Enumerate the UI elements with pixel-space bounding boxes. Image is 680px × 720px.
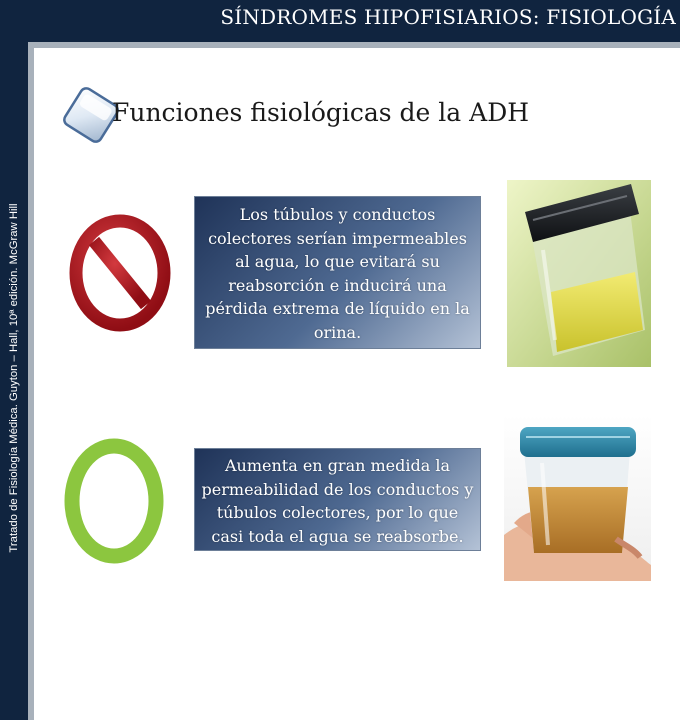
info-box-without-adh: Los túbulos y conductos colectores serían impermeables al agua, lo que evitará su reabsorción e inducirá una pérdida extrema de líquido en la orina.	[194, 196, 481, 349]
pale-urine-sample-cup-photo	[507, 180, 651, 367]
slide-frame	[28, 42, 680, 720]
info-box-with-adh: Aumenta en gran medida la permeabilidad de los conductos y túbulos colectores, por lo que casi toda el agua se reabsorbe.	[194, 448, 481, 551]
green-ring-icon	[62, 436, 166, 566]
concentrated-urine-sample-photo	[504, 415, 651, 581]
prohibited-icon	[68, 213, 172, 333]
header-band	[0, 0, 680, 42]
slide-title: Funciones fisiológicas de la ADH	[112, 98, 530, 127]
side-band	[0, 0, 28, 720]
header-title: SÍNDROMES HIPOFISIARIOS: FISIOLOGÍA	[220, 5, 676, 29]
source-credit: Tratado de Fisiología Médica. Guyton – Hall, 10ª edición. McGraw Hill	[8, 203, 20, 553]
